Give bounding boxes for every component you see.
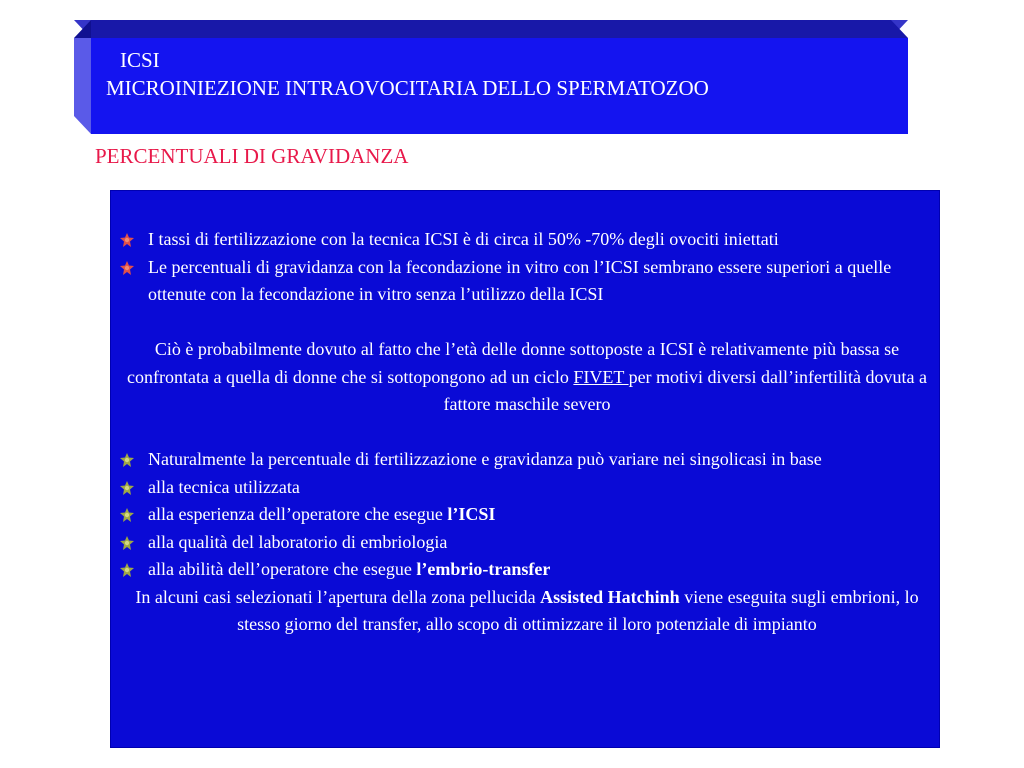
bevel-top-band xyxy=(91,20,908,38)
bullet-text: alla qualità del laboratorio di embriologia xyxy=(148,531,448,552)
section-subtitle: PERCENTUALI DI GRAVIDANZA xyxy=(95,144,409,168)
paragraph-bold-text: Assisted Hatchinh xyxy=(540,586,680,607)
bullet-item xyxy=(118,446,936,474)
bullet-text: Naturalmente la percentuale di fertilizzazione e gravidanza può variare nei singolicasi in base xyxy=(148,449,822,469)
title-icsi: ICSI xyxy=(120,48,160,72)
bullet-text: I tassi di fertilizzazione con la tecnica ICSI è di circa il 50% -70% degli ovociti iniettati xyxy=(148,229,779,249)
green-star-bullet-icon xyxy=(120,481,134,495)
green-star-bullet-icon xyxy=(120,508,134,522)
bullet-text: alla esperienza dell’operatore che esegue xyxy=(148,504,448,524)
bullet-bold-text: l’embrio-transfer xyxy=(416,559,551,579)
content-inner xyxy=(118,226,936,639)
spacer xyxy=(118,309,936,337)
bullet-text: alla abilità dell’operatore che esegue xyxy=(148,559,417,579)
paragraph xyxy=(118,584,936,639)
title-box xyxy=(74,20,908,134)
spacer xyxy=(118,419,936,447)
paragraph-text: per motivi diversi dall’infertilità dovuta a fattore maschile severo xyxy=(443,366,927,414)
bullet-text: alla tecnica utilizzata xyxy=(148,476,300,497)
bullet-item xyxy=(118,254,936,309)
bullet-text: Le percentuali di gravidanza con la fecondazione in vitro con l’ICSI sembrano essere superiori a quelle ottenute con la fecondazione in vitro senza l’utilizzo della ICSI xyxy=(148,256,892,304)
green-star-bullet-icon xyxy=(120,536,134,550)
green-star-bullet-icon xyxy=(120,453,134,467)
paragraph-text: In alcuni casi selezionati l’apertura della zona pellucida xyxy=(135,586,541,607)
title-text xyxy=(106,46,709,102)
bullet-item xyxy=(118,474,936,502)
bullet-bold-text: l’ICSI xyxy=(447,504,496,524)
bevel-left xyxy=(74,38,91,134)
bullet-item xyxy=(118,226,936,254)
paragraph-text: Ciò è probabilmente dovuto al fatto che l’età delle donne sottoposte a ICSI è relativamente più bassa se confrontata a quella di donne che si sottopongono ad un ciclo xyxy=(127,339,900,387)
red-star-bullet-icon xyxy=(120,261,134,275)
bullet-item xyxy=(118,501,936,529)
content-box xyxy=(110,190,940,748)
red-star-bullet-icon xyxy=(120,233,134,247)
paragraph-text: viene eseguita sugli embrioni, lo stesso giorno del transfer, allo scopo di ottimizzare il loro potenziale di impianto xyxy=(237,586,919,634)
title-main: MICROINIEZIONE INTRAOVOCITARIA DELLO SPERMATOZOO xyxy=(106,76,709,100)
fivet-link[interactable]: FIVET xyxy=(573,366,629,387)
bullet-item xyxy=(118,529,936,557)
bullet-item xyxy=(118,556,936,584)
paragraph xyxy=(118,336,936,419)
green-star-bullet-icon xyxy=(120,563,134,577)
